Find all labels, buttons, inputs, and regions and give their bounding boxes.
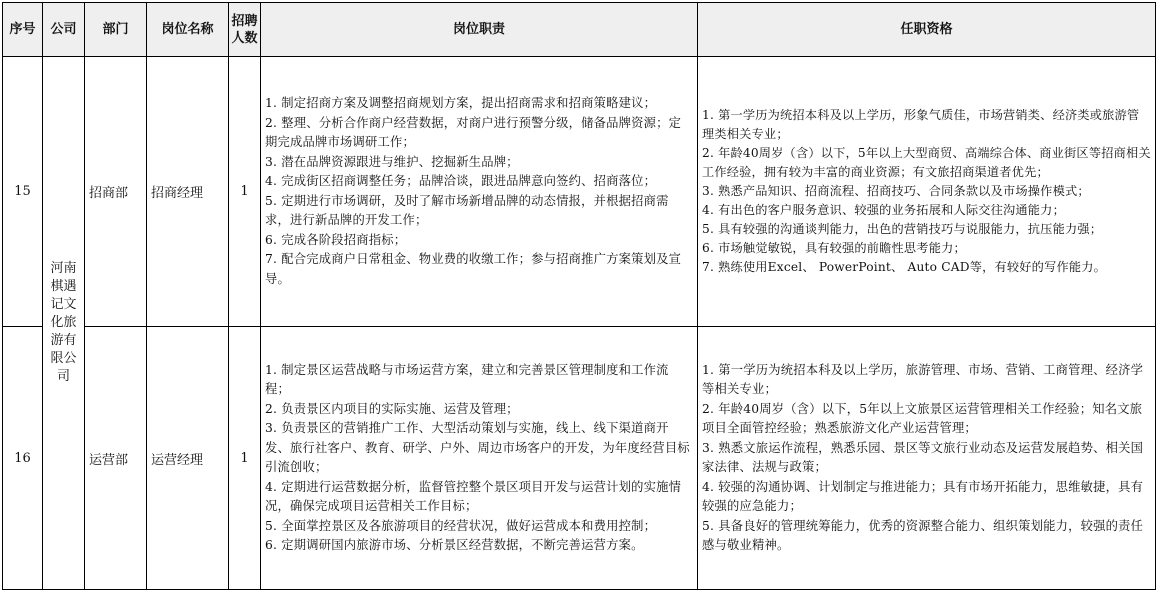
table-row xyxy=(3,57,1156,327)
company-name: 河南棋遇记文化旅游有限公司 xyxy=(50,261,77,384)
header-position: 岗位名称 xyxy=(147,3,229,57)
duty-item: 4. 完成街区招商调整任务；品牌洽谈，跟进品牌意向签约、招商落位； xyxy=(265,174,657,188)
requirement-item: 7. 熟练使用Excel、 PowerPoint、 Auto CAD等，有较好的写作能力。 xyxy=(702,260,1107,274)
requirement-item: 1. 第一学历为统招本科及以上学历，形象气质佳，市场营销类、经济类或旅游管理类相关专业； xyxy=(702,108,1140,141)
header-no: 序号 xyxy=(3,3,43,57)
table-row xyxy=(3,327,1156,590)
duty-item: 7. 配合完成商户日常租金、物业费的收缴工作；参与招商推广方案策划及宣导。 xyxy=(265,252,682,286)
duty-item: 1. 制定景区运营战略与市场运营方案，建立和完善景区管理制度和工作流程； xyxy=(265,362,669,396)
duty-item: 2. 负责景区内项目的实际实施、运营及管理； xyxy=(265,401,519,416)
row-requirements xyxy=(698,57,1156,327)
requirement-item: 6. 市场触觉敏锐，具有较强的前瞻性思考能力； xyxy=(702,241,966,255)
requirement-item: 5. 具有较强的沟通谈判能力，出色的营销技巧与说服能力，抗压能力强； xyxy=(702,222,1103,236)
header-headcount xyxy=(229,3,261,57)
duty-item: 1. 制定招商方案及调整招商规划方案，提出招商需求和招商策略建议； xyxy=(265,96,657,110)
header-company: 公司 xyxy=(43,3,85,57)
row-duties xyxy=(261,327,698,590)
requirement-item: 2. 年龄40周岁（含）以下，5年以上大型商贸、高端综合体、商业街区等招商相关工作经验，拥有较为丰富的商业资源；有文旅招商渠道者优先； xyxy=(702,146,1151,179)
header-department: 部门 xyxy=(85,3,147,57)
row-no: 16 xyxy=(3,327,43,590)
company-cell xyxy=(43,57,85,590)
row-headcount: 1 xyxy=(229,327,261,590)
duty-item: 3. 负责景区的营销推广工作、大型活动策划与实施，线上、线下渠道商开发、旅行社客户、教育、研学、户外、周边市场客户的开发，为年度经营目标引流创收； xyxy=(265,421,690,474)
requirement-item: 2. 年龄40周岁（含）以下，5年以上文旅景区运营管理相关工作经验；知名文旅项目全面管控经验；熟悉旅游文化产业运营管理； xyxy=(702,401,1143,435)
duty-item: 5. 定期进行市场调研，及时了解市场新增品牌的动态情报，并根据招商需求，进行新品牌的开发工作； xyxy=(265,193,669,227)
row-position: 运营经理 xyxy=(147,327,229,590)
row-headcount: 1 xyxy=(229,57,261,327)
duty-item: 3. 潜在品牌资源跟进与维护、挖掘新生品牌； xyxy=(265,154,519,169)
header-duties: 岗位职责 xyxy=(261,3,698,57)
requirement-item: 3. 熟悉文旅运作流程，熟悉乐园、景区等文旅行业动态及运营发展趋势、相关国家法律、法规与政策； xyxy=(702,440,1144,474)
row-department: 招商部 xyxy=(85,57,147,327)
duty-item: 5. 全面掌控景区及各旅游项目的经营状况，做好运营成本和费用控制； xyxy=(265,518,657,533)
recruitment-table xyxy=(2,2,1156,590)
row-no: 15 xyxy=(3,57,43,327)
row-department: 运营部 xyxy=(85,327,147,590)
requirement-item: 1. 第一学历为统招本科及以上学历，旅游管理、市场、营销、工商管理、经济学等相关专业； xyxy=(702,362,1144,396)
requirement-item: 3. 熟悉产品知识、招商流程、招商技巧、合同条款以及市场操作模式； xyxy=(702,184,1090,198)
row-duties xyxy=(261,57,698,327)
requirement-item: 4. 较强的沟通协调、计划制定与推进能力；具有市场开拓能力，思维敏捷，具有较强的应急能力； xyxy=(702,479,1144,513)
duty-item: 2. 整理、分析合作商户经营数据，对商户进行预警分级，储备品牌资源；定期完成品牌市场调研工作； xyxy=(265,115,682,149)
requirement-item: 5. 具备良好的管理统筹能力，优秀的资源整合能力、组织策划能力，较强的责任感与敬业精神。 xyxy=(702,518,1144,552)
duty-item: 6. 完成各阶段招商指标； xyxy=(265,232,407,247)
duty-item: 4. 定期进行运营数据分析，监督管控整个景区项目开发与运营计划的实施情况，确保完成项目运营相关工作目标； xyxy=(265,479,682,513)
row-requirements xyxy=(698,327,1156,590)
header-headcount-text: 招聘人数 xyxy=(231,13,258,46)
header-requirements: 任职资格 xyxy=(698,3,1156,57)
header-row xyxy=(3,3,1156,57)
row-position: 招商经理 xyxy=(147,57,229,327)
requirement-item: 4. 有出色的客户服务意识、较强的业务拓展和人际交往沟通能力； xyxy=(702,203,1065,217)
duty-item: 6. 定期调研国内旅游市场、分析景区经营数据，不断完善运营方案。 xyxy=(265,538,644,552)
